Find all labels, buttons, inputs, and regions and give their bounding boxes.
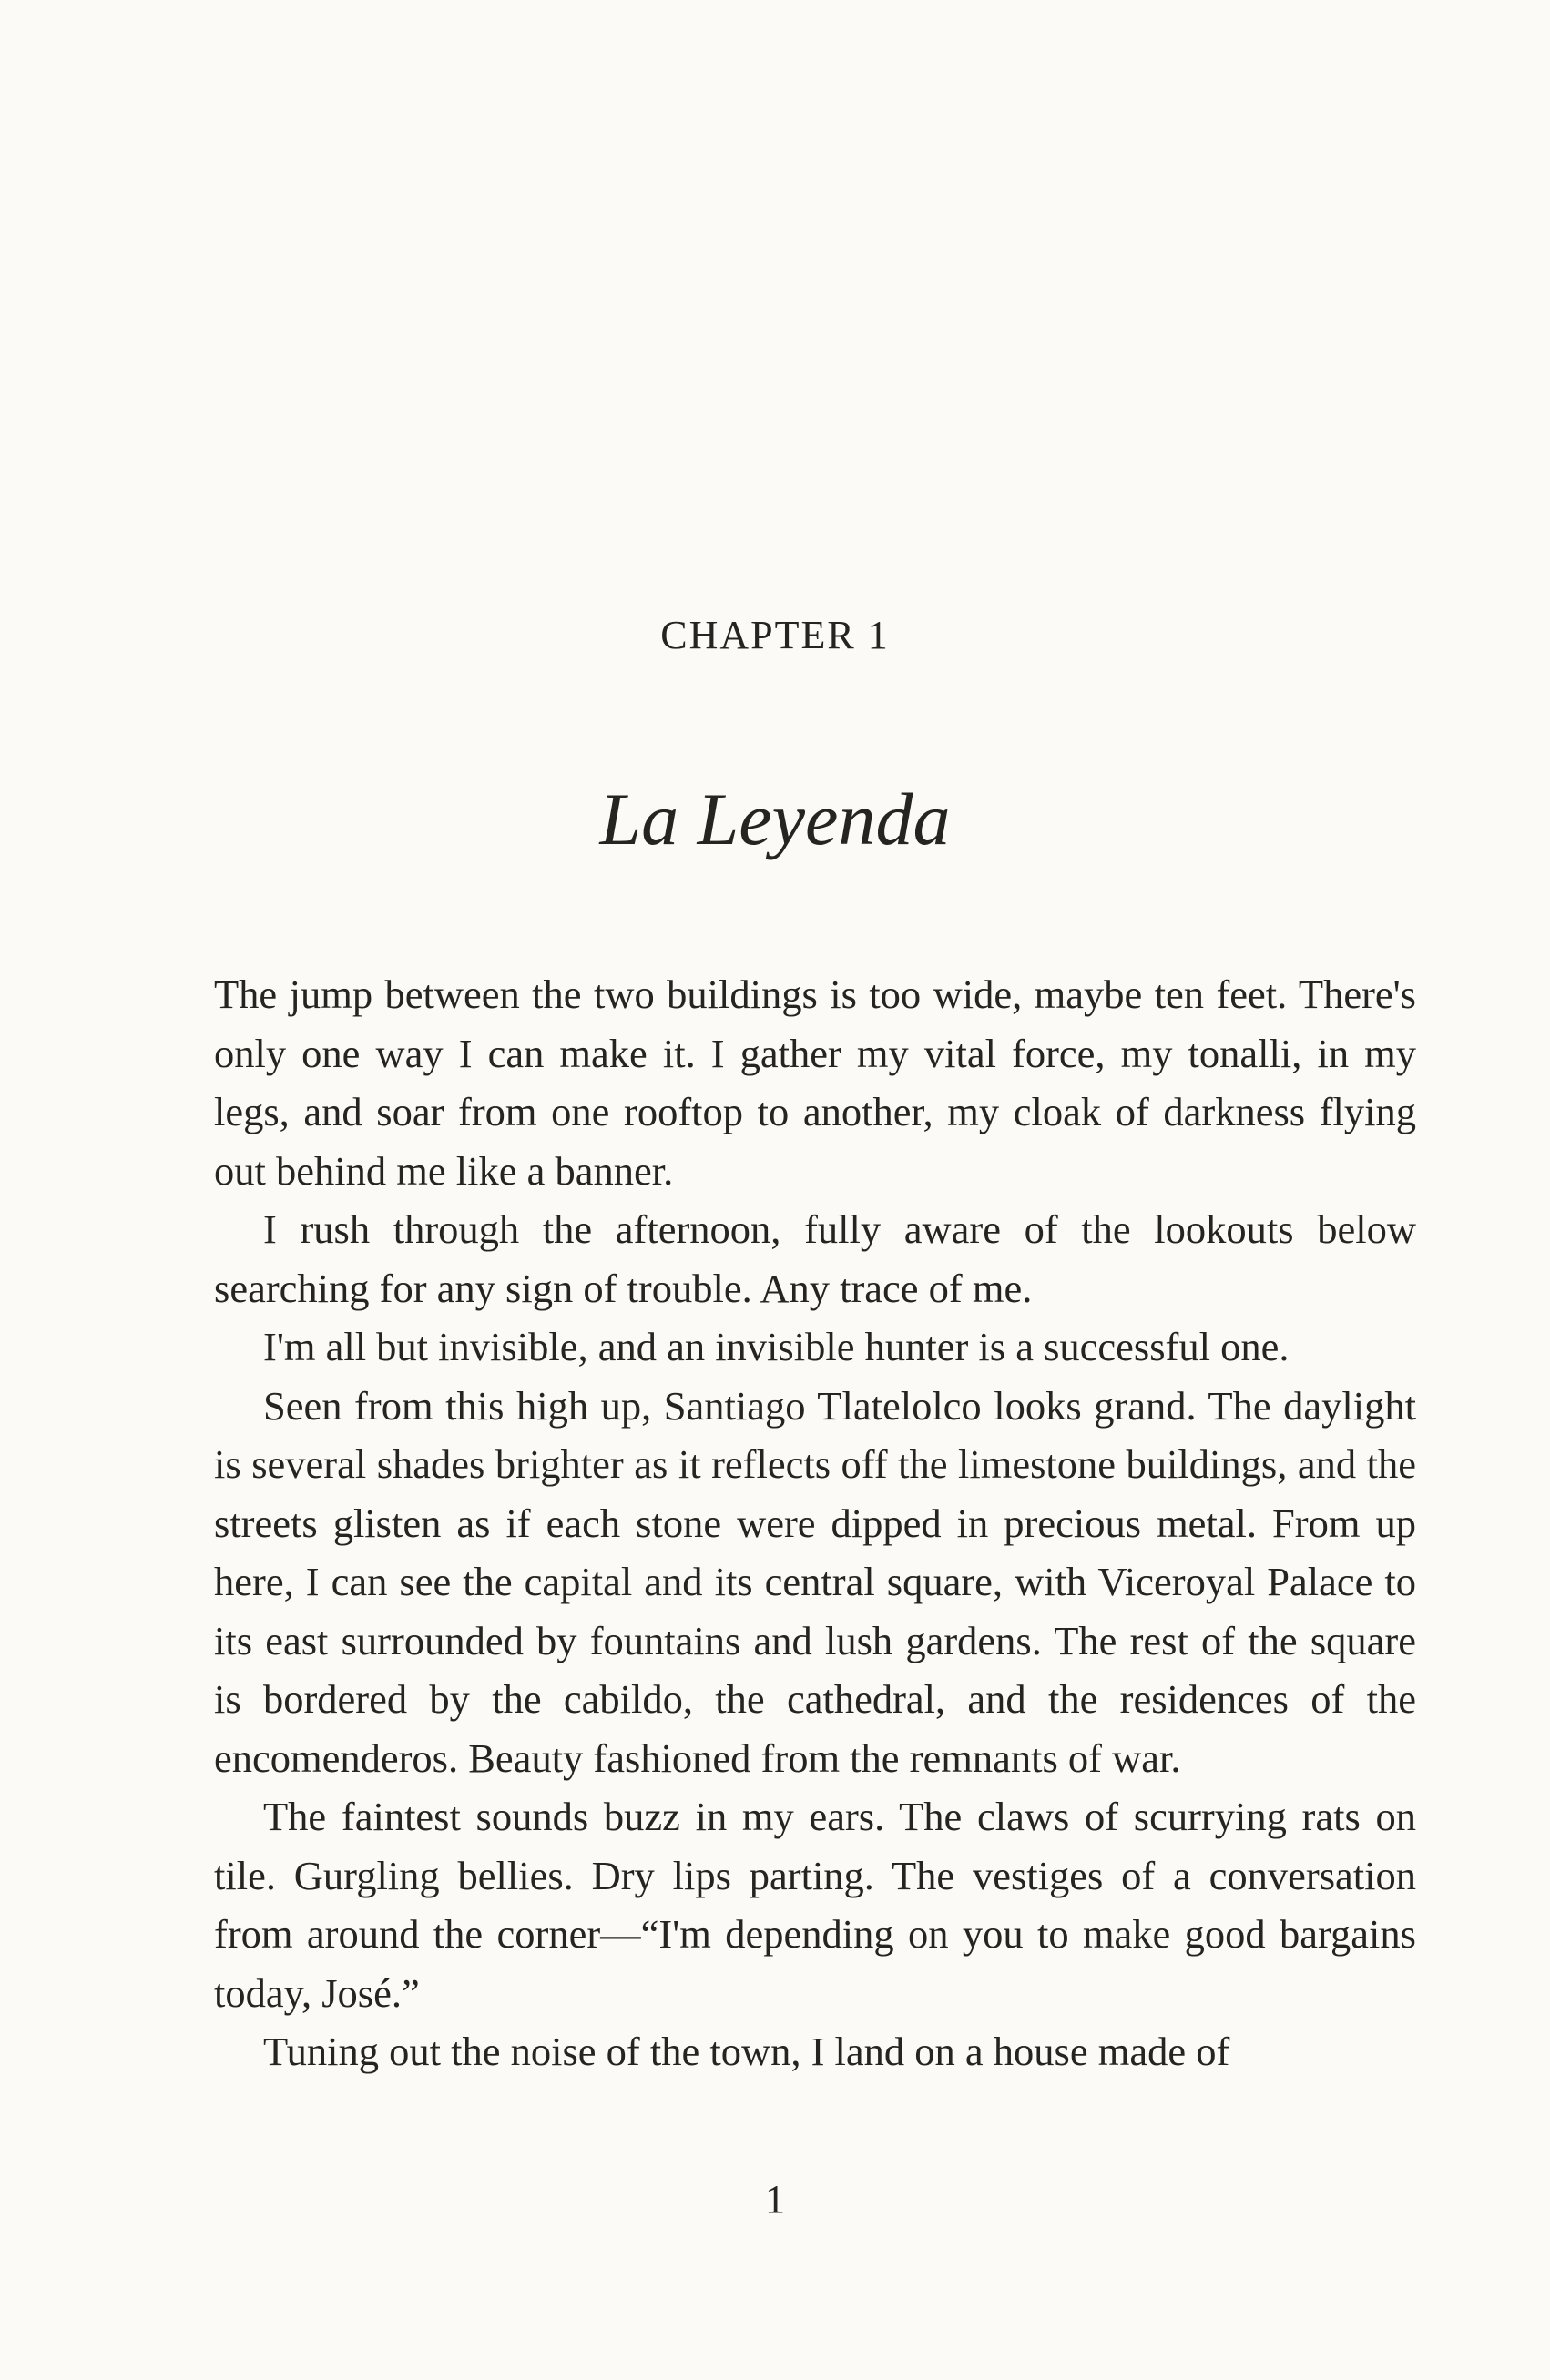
paragraph: Tuning out the noise of the town, I land on a house made of bbox=[263, 2029, 1230, 2074]
paragraph: Seen from this high up, Santiago Tlatelolco looks grand. The daylight is several shades brighter as it reflects off the limestone buildings, and the streets glisten as if each stone were dipped in precious metal. From up here, I can see the capital and its central square, with Viceroyal Palace to its east surrounded by fountains and lush gardens. The rest of the square is bordered by the cabildo, the cathedral, and the residences of the encomenderos. Beauty fashioned from the remnants of war. bbox=[214, 1382, 1416, 1781]
paragraph: I rush through the afternoon, fully aware of the lookouts below searching for any sign of trouble. Any trace of me. bbox=[214, 1206, 1416, 1311]
paragraph: The faintest sounds buzz in my ears. The claws of scurrying rats on tile. Gurgling bellies. Dry lips parting. The vestiges of a conversation from around the corner—“I'm depending on you to make good bargains today, José.” bbox=[214, 1794, 1416, 2016]
page-number: 1 bbox=[765, 2177, 785, 2222]
chapter-title: La Leyenda bbox=[599, 778, 951, 860]
paragraph: The jump between the two buildings is too wide, maybe ten feet. There's only one way I can make it. I gather my vital force, my tonalli, in my legs, and soar from one rooftop to another, my cloak of darkness flying out behind me like a banner. bbox=[214, 971, 1416, 1194]
chapter-label: CHAPTER 1 bbox=[660, 613, 890, 657]
chapter-body bbox=[214, 965, 1416, 2081]
paragraph: I'm all but invisible, and an invisible hunter is a successful one. bbox=[263, 1324, 1290, 1369]
